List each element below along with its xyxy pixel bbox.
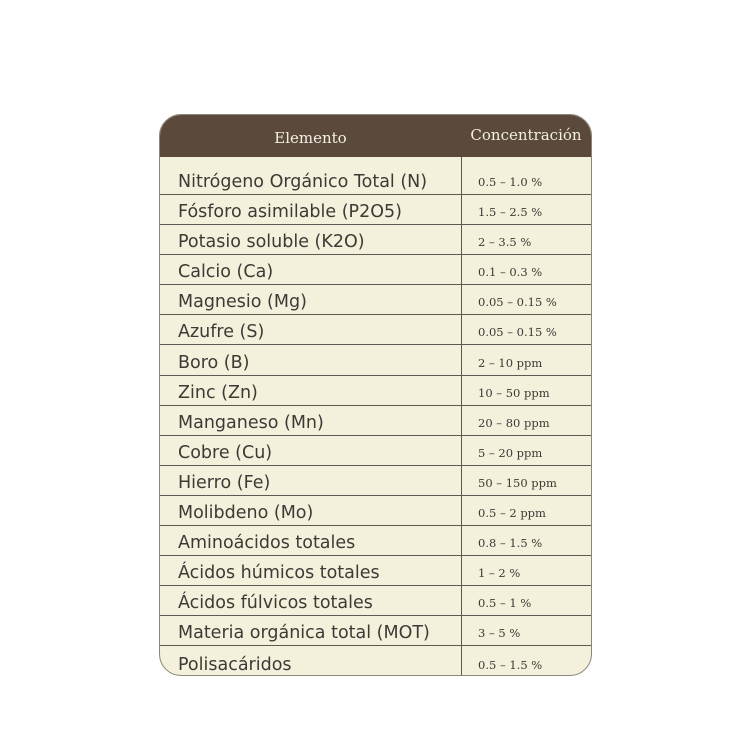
- concentration-cell: 0.8 – 1.5 %: [478, 536, 543, 551]
- element-cell: Materia orgánica total (MOT): [178, 623, 430, 644]
- header-concentration: Concentración: [470, 126, 582, 144]
- element-cell: Potasio soluble (K2O): [178, 232, 365, 253]
- table-row: [160, 436, 592, 466]
- table-header: [160, 115, 592, 157]
- composition-table: [159, 114, 592, 676]
- table-row: [160, 345, 592, 375]
- concentration-cell: 5 – 20 ppm: [478, 445, 543, 460]
- element-cell: Manganeso (Mn): [178, 412, 324, 433]
- concentration-cell: 20 – 80 ppm: [478, 415, 550, 430]
- concentration-cell: 0.5 – 2 ppm: [478, 506, 546, 521]
- element-cell: Boro (B): [178, 352, 250, 373]
- concentration-cell: 0.5 – 1.0 %: [478, 175, 543, 189]
- table-row: [160, 195, 592, 225]
- element-cell: Zinc (Zn): [178, 382, 258, 403]
- element-cell: Azufre (S): [178, 322, 265, 343]
- concentration-cell: 0.5 – 1.5 %: [478, 657, 543, 672]
- element-cell: Hierro (Fe): [178, 472, 271, 493]
- concentration-cell: 0.1 – 0.3 %: [478, 265, 543, 280]
- concentration-cell: 50 – 150 ppm: [478, 475, 557, 490]
- element-cell: Magnesio (Mg): [178, 292, 307, 313]
- table-row: [160, 496, 592, 526]
- concentration-cell: 0.05 – 0.15 %: [478, 295, 557, 310]
- concentration-cell: 0.05 – 0.15 %: [478, 325, 557, 340]
- table-row: [160, 406, 592, 436]
- element-cell: Molibdeno (Mo): [178, 503, 314, 524]
- concentration-cell: 0.5 – 1 %: [478, 596, 532, 611]
- element-cell: Calcio (Ca): [178, 262, 274, 283]
- concentration-cell: 10 – 50 ppm: [478, 385, 550, 400]
- element-cell: Fósforo asimilable (P2O5): [178, 202, 402, 223]
- element-cell: Polisacáridos: [178, 654, 292, 675]
- element-cell: Ácidos fúlvicos totales: [178, 593, 373, 614]
- table-row: [160, 376, 592, 406]
- table-row: [160, 285, 592, 315]
- table-row: [160, 255, 592, 285]
- element-cell: Aminoácidos totales: [178, 533, 356, 554]
- concentration-cell: 1.5 – 2.5 %: [478, 205, 543, 220]
- table-row: [160, 616, 592, 646]
- table-row: [160, 315, 592, 345]
- table-row: [160, 466, 592, 496]
- header-element: Elemento: [274, 129, 347, 147]
- table-row: [160, 225, 592, 255]
- table-row: [160, 646, 592, 676]
- table-body: [160, 157, 592, 676]
- table-row: [160, 526, 592, 556]
- concentration-cell: 3 – 5 %: [478, 626, 521, 641]
- element-cell: Cobre (Cu): [178, 442, 273, 463]
- element-cell: Nitrógeno Orgánico Total (N): [178, 172, 428, 192]
- element-cell: Ácidos húmicos totales: [178, 563, 380, 584]
- concentration-cell: 2 – 10 ppm: [478, 355, 543, 370]
- table-row: [160, 157, 592, 195]
- concentration-cell: 2 – 3.5 %: [478, 235, 532, 250]
- table-row: [160, 556, 592, 586]
- table-row: [160, 586, 592, 616]
- column-divider: [461, 157, 462, 676]
- concentration-cell: 1 – 2 %: [478, 566, 521, 581]
